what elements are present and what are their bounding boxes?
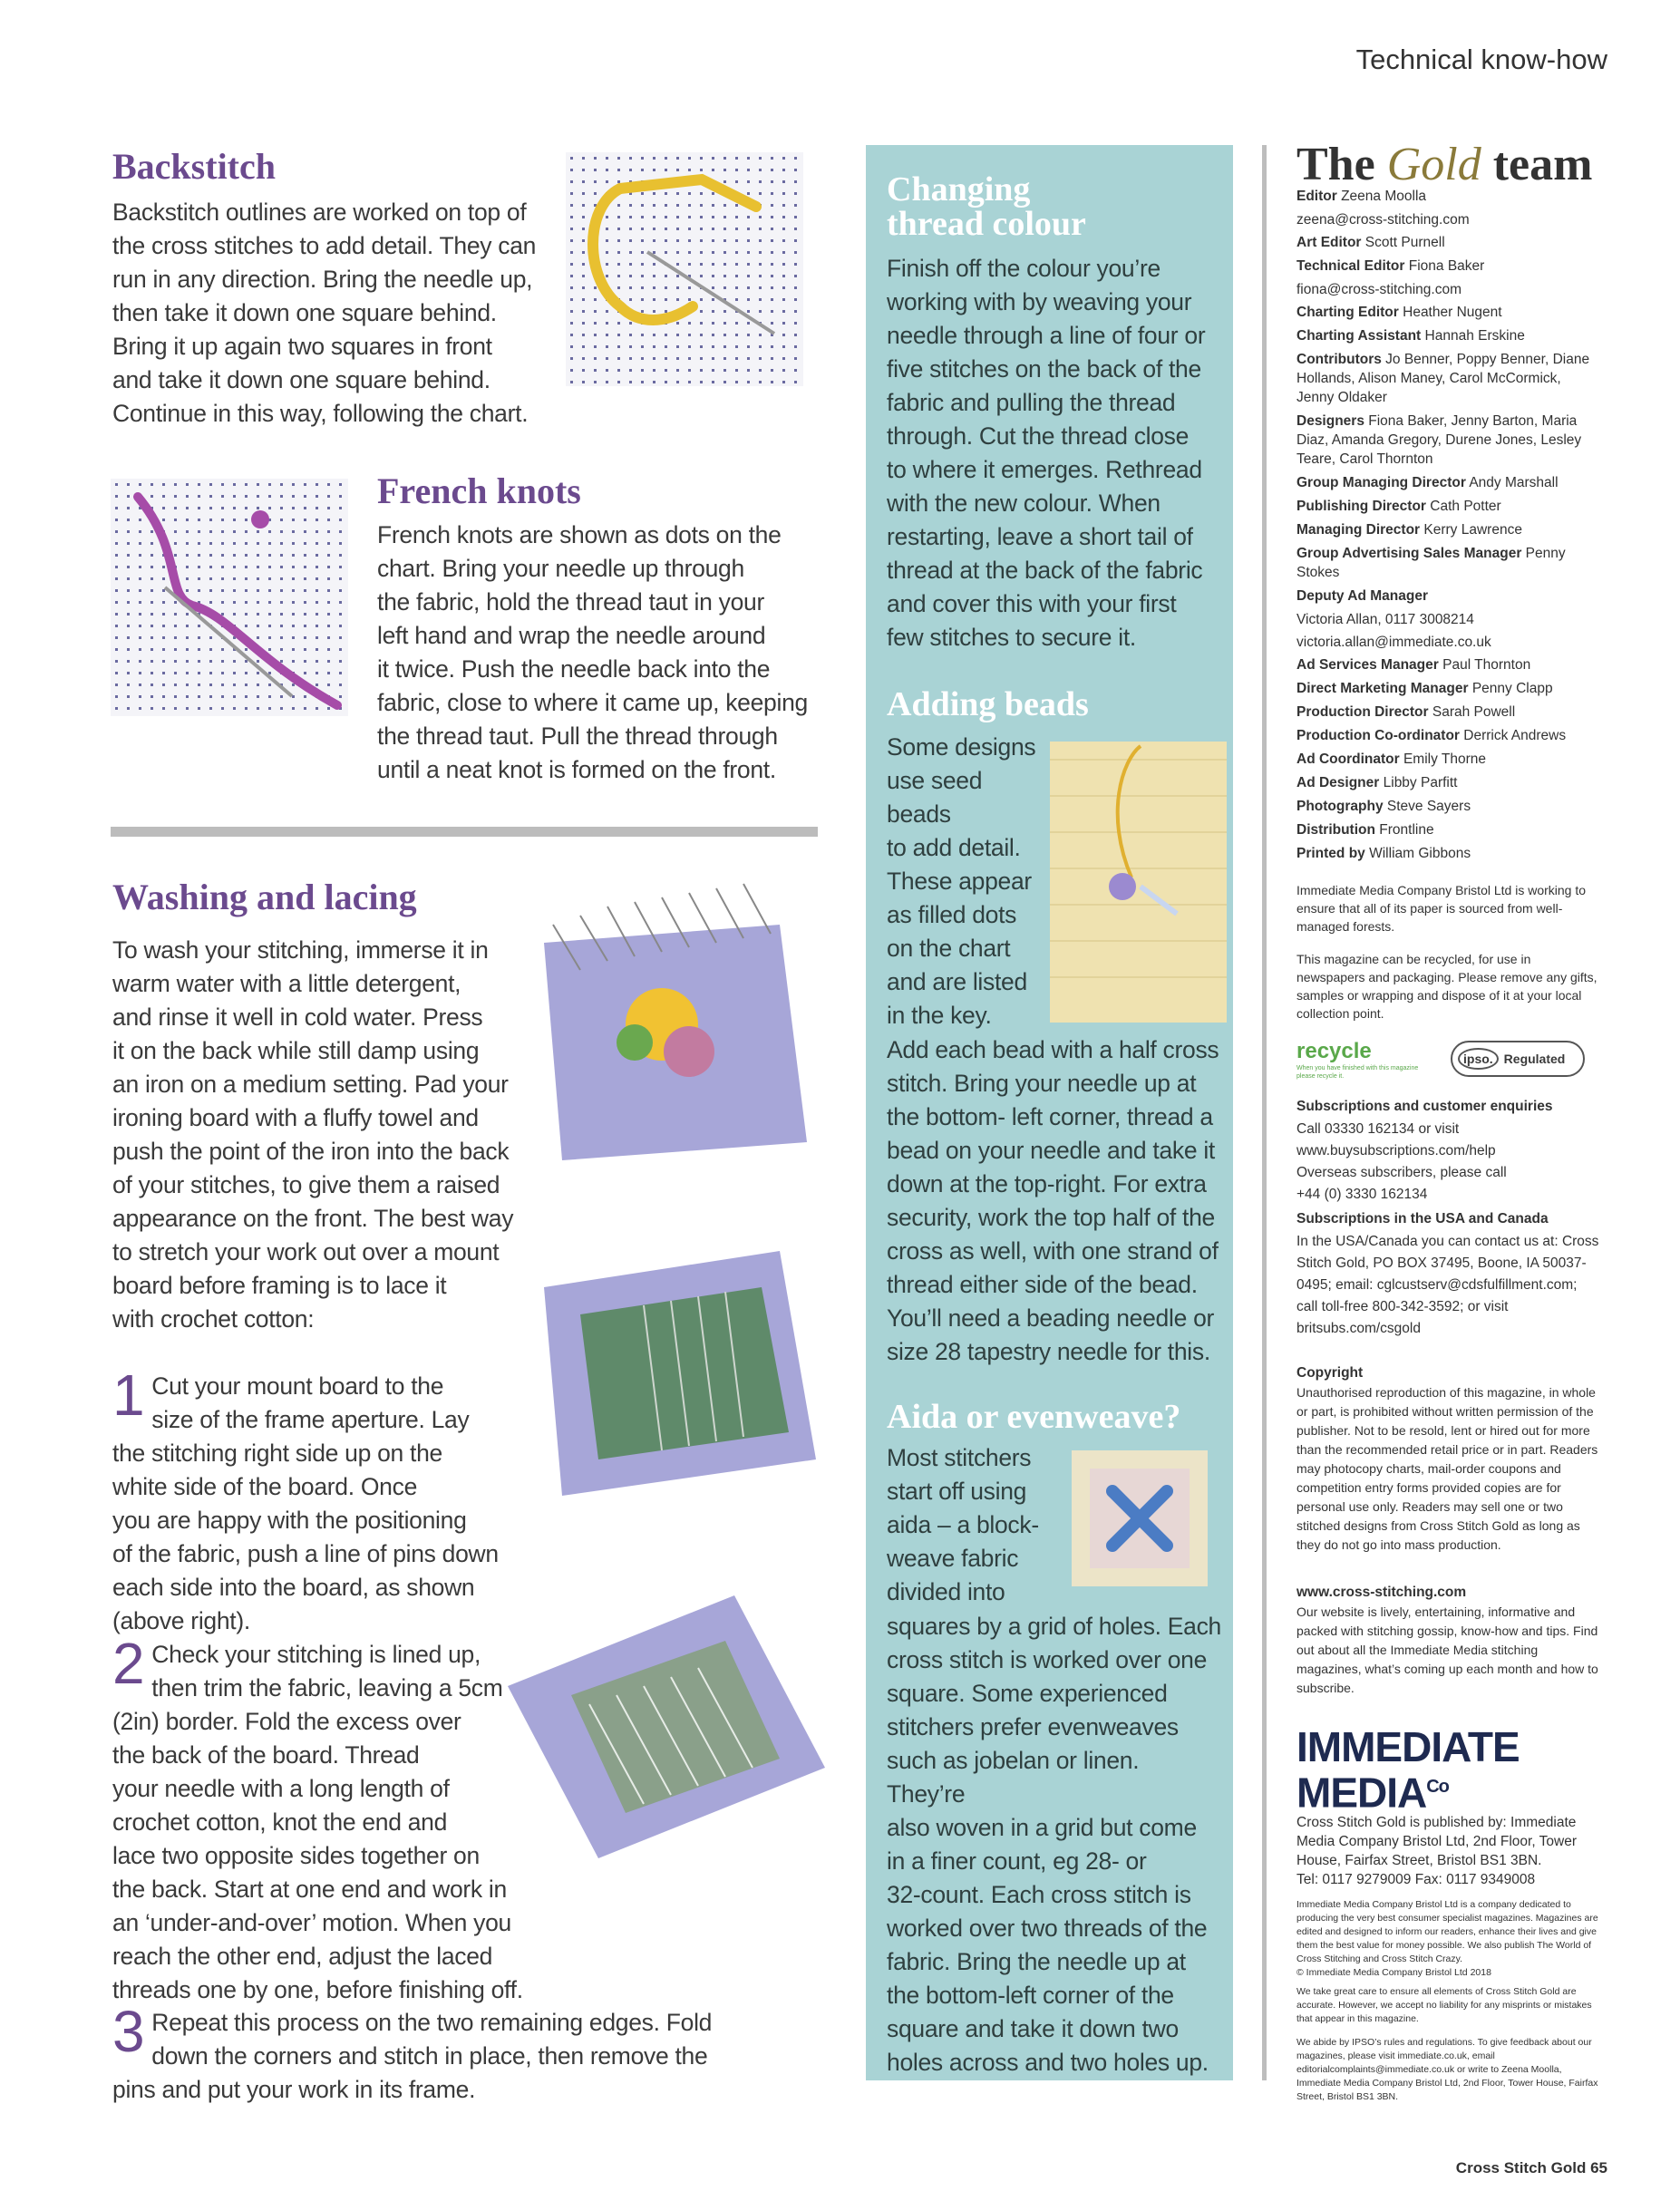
washing-title: Washing and lacing [112,877,417,917]
credit-line [1296,773,1600,792]
credit-role: Art Editor [1296,235,1362,250]
credit-name: Victoria Allan, 0117 3008214 [1296,612,1474,627]
credit-name: zeena@cross-stitching.com [1296,212,1470,228]
credit-name: Zeena Moolla [1341,189,1427,204]
credit-name: Hannah Erskine [1424,328,1525,344]
step-1-text: Cut your mount board to the size of the frame aperture. Lay the stitching right side up on the white side of the board. Once you are happy with the positioning of the fabric, push a line of pins down each side into the board, as shown (above right). [112,1372,499,1634]
credit-name: fiona@cross-stitching.com [1296,282,1462,297]
logo-line-1: IMMEDIATE [1296,1723,1520,1770]
pinned-stitching-illustration [526,870,825,1178]
aida-illustration [1072,1450,1208,1586]
credit-role: Direct Marketing Manager [1296,681,1469,696]
beads-text-b: Add each bead with a half cross stitch. Bring your needle up at the bottom- left corner, thread a bead on your needle and take it down at the top-right. For extra security, work the top half of the cross as well, with one strand of thread either side of the bead. You’ll need a beading needle or size 28 tapestry needle for this. [887,1036,1219,1365]
credit-name: William Gibbons [1369,846,1471,861]
credit-name: victoria.allan@immediate.co.uk [1296,635,1491,650]
laced-board-illustration [508,1215,834,1514]
credit-name: Scott Purnell [1364,235,1445,250]
washing-step-3 [112,1973,747,2107]
credit-role: Publishing Director [1296,499,1426,514]
credit-name: Libby Parfitt [1383,775,1458,790]
section-divider [111,827,818,837]
usa-text: In the USA/Canada you can contact us at: Cross Stitch Gold, PO BOX 37495, Boone, IA 50037-0495; email: cglcustserv@cdsfulfillment.com; call toll-free 800-342-3592; or visit britsubs.com/csgold [1296,1234,1599,1336]
ipso-label: Regulated [1503,1052,1566,1066]
french-knots-text: French knots are shown as dots on the chart. Bring your needle up through the fabric, hold the thread taut in your left hand and wrap the needle around it twice. Push the needle back into the fabric, close to where it came up, keeping the thread taut. Pull the thread through until a neat knot is formed on the front. [377,521,808,783]
credit-role: Ad Designer [1296,775,1380,790]
changing-title: Changing thread colour [887,170,1086,243]
credit-name: Heather Nugent [1403,305,1502,320]
credit-name: Fiona Baker, Jenny Barton, Maria Diaz, Amanda Gregory, Durene Jones, Lesley Teare, Carol Thornton [1296,413,1582,467]
credit-name: Paul Thornton [1442,657,1531,673]
credit-name: Fiona Baker [1408,258,1485,274]
subs-text: Call 03330 162134 or visit www.buysubscriptions.com/help Overseas subscribers, please call +44 (0) 3330 162134 [1296,1121,1507,1202]
credit-role: Managing Director [1296,522,1421,538]
credit-name: Andy Marshall [1469,475,1559,490]
fine-print-2: We take great care to ensure all elements of Cross Stitch Gold are accurate. However, we accept no liability for any misprints or mistakes that appear in this magazine. [1296,1986,1592,2024]
washing-intro: To wash your stitching, immerse it in warm water with a little detergent, and rinse it well in cold water. Press it on the back while still damp using an iron on a medium setting. Pad your ironing board with a fluffy towel and push the point of the iron into the back of your stitches, to give them a raised appearance on the front. The best way to stretch your work out over a mount board before framing is to lace it with crochet cotton: [112,936,514,1333]
immediate-media-logo [1296,1723,1520,1817]
fine-print-3: We abide by IPSO’s rules and regulations. To give feedback about our magazines, please visit immediate.co.uk, email editorialcomplaints@immediate.co.uk or write to Zeena Moolla, Immediate Media Company Bristol Ltd, 2nd Floor, Tower House, Fairfax Street, Bristol BS1 3BN. [1296,2037,1598,2102]
website-text: Our website is lively, entertaining, informative and packed with stitching gossip, know-how and tips. Find out about all the Immediate Media stitching magazines, what’s coming up each month and how to subscribe. [1296,1604,1598,1695]
team-title-the: The [1296,139,1375,190]
credit-role: Technical Editor [1296,258,1405,274]
credit-name: Derrick Andrews [1463,728,1567,743]
credit-role: Group Managing Director [1296,475,1466,490]
credit-name: Kerry Lawrence [1423,522,1522,538]
credit-role: Group Advertising Sales Manager [1296,546,1522,561]
credits-rule [1262,145,1267,2080]
beads-illustration [1050,742,1227,1023]
credit-name: Steve Sayers [1386,799,1471,814]
aida-text-b: squares by a grid of holes. Each cross stitch is worked over one square. Some experienced stitchers prefer evenweaves such as jobelan or linen. They’re also woven in a grid but come in a finer count, eg 28- or 32-count. Each cross stitch is worked over two threads of the fabric. Bring the needle up at the bottom-left corner of the square and take it down two holes across and two holes up. [887,1613,1221,2076]
credit-line [1296,797,1600,816]
step-1-number: 1 [112,1362,145,1428]
credit-line [1296,679,1600,698]
credit-line [1296,703,1600,722]
credit-role: Designers [1296,413,1364,429]
ipso-logo: ipso. [1458,1048,1499,1070]
credit-name: Sarah Powell [1432,704,1516,720]
usa-title: Subscriptions in the USA and Canada [1296,1211,1549,1226]
fine-print-1: Immediate Media Company Bristol Ltd is a company dedicated to producing the very best consumer specialist magazines. Magazines are edited and designed to inform our readers, enhance their lives and give them the best value for money possible. We also publish The World of Cross Stitching and Cross Stitch Crazy. © Immediate Media Company Bristol Ltd 2018 [1296,1899,1598,1978]
subs-title: Subscriptions and customer enquiries [1296,1099,1553,1114]
credit-line [1296,587,1600,606]
credit-line [1296,750,1600,769]
team-title-team: team [1492,139,1593,190]
section-header: Technical know-how [1355,44,1607,75]
credit-role: Photography [1296,799,1384,814]
copyright-title: Copyright [1296,1365,1364,1381]
credit-line [1296,280,1600,299]
backstitch-text: Backstitch outlines are worked on top of the cross stitches to add detail. They can run in any direction. Bring the needle up, then take it down one square behind. Bring it up again two squares in front and take it down one square behind. Continue in this way, following the chart. [112,199,537,427]
credit-line [1296,633,1600,652]
french-knots-title: French knots [377,470,581,511]
credit-line [1296,655,1600,674]
forests-note: Immediate Media Company Bristol Ltd is working to ensure that all of its paper is sourced from well-managed forests. [1296,883,1587,934]
backstitch-title: Backstitch [112,146,276,187]
credit-line [1296,820,1600,839]
credit-role: Charting Assistant [1296,328,1422,344]
aida-text-a: Most stitchers start off using aida – a block- weave fabric divided into [887,1444,1039,1605]
ipso-badge [1451,1041,1585,1077]
credit-line [1296,473,1600,492]
aida-title: Aida or evenweave? [887,1398,1181,1436]
credit-role: Deputy Ad Manager [1296,588,1428,604]
credit-role: Ad Coordinator [1296,751,1400,767]
french-knot-illustration [111,479,348,716]
step-3-number: 3 [112,1999,145,2064]
washing-step-1 [112,1336,548,1638]
laced-back-illustration [499,1577,843,1867]
beads-text-a: Some designs use seed beads to add detail. These appear as filled dots on the chart and are listed in the key. [887,733,1036,1029]
step-2-text: Check your stitching is lined up, then trim the fabric, leaving a 5cm (2in) border. Fold the excess over the back of the board. Thread your needle with a long length of crochet cotton, knot the end and lace two opposite sides together on the back. Start at one end and work in an ‘under-and-over’ motion. When you reach the other end, adjust the laced threads one by one, before finishing off. [112,1641,523,2003]
credit-name: Cath Potter [1430,499,1501,514]
copyright-text: Unauthorised reproduction of this magazine, in whole or part, is prohibited without written permission of the publisher. Not to be resold, lent or hired out for more than the recommended retail price or in part. Readers may photocopy charts, mail-order coupons and competition entry forms provided copies are for personal use only. Readers may sell one or two stitched designs from Cross Stitch Gold as long as they do not go into mass production. [1296,1385,1598,1552]
backstitch-illustration [566,152,803,386]
website-title: www.cross-stitching.com [1296,1585,1467,1600]
publisher-info: Cross Stitch Gold is published by: Immediate Media Company Bristol Ltd, 2nd Floor, Tower House, Fairfax Street, Bristol BS1 3BN. Tel: 0117 9279009 Fax: 0117 9349008 [1296,1815,1578,1887]
credit-name: Jo Benner, Poppy Benner, Diane Hollands, Alison Maney, Carol McCormick, Jenny Oldaker [1296,352,1590,405]
beads-title: Adding beads [887,685,1089,723]
credit-role: Charting Editor [1296,305,1399,320]
credit-role: Contributors [1296,352,1382,367]
credit-role: Production Co-ordinator [1296,728,1460,743]
logo-co: Co [1426,1777,1449,1797]
credit-line [1296,210,1600,229]
recycle-logo [1296,1039,1423,1082]
logo-line-2: MEDIA [1296,1769,1427,1817]
credit-line [1296,326,1600,345]
credit-role: Production Director [1296,704,1429,720]
credit-role: Editor [1296,189,1337,204]
credit-name: Emily Thorne [1403,751,1486,767]
credit-name: Penny Stokes [1296,546,1566,580]
page-folio: Cross Stitch Gold 65 [1455,2159,1607,2176]
credit-line [1296,233,1600,252]
credit-line [1296,726,1600,745]
team-title-gold: Gold [1386,139,1481,190]
credit-line [1296,610,1600,629]
credits-list [1296,187,1600,868]
credit-line [1296,544,1600,582]
credit-line [1296,412,1600,469]
washing-step-2 [112,1604,548,2007]
credit-role: Printed by [1296,846,1365,861]
credit-name: Penny Clapp [1471,681,1553,696]
recycle-note: This magazine can be recycled, for use in newspapers and packaging. Please remove any gifts, samples or wrapping and dispose of it at your local collection point. [1296,952,1597,1021]
recycle-logo-text: recycle [1296,1039,1372,1063]
credit-line [1296,187,1600,206]
step-2-number: 2 [112,1631,145,1696]
team-title [1296,138,1592,191]
changing-text: Finish off the colour you’re working with by weaving your needle through a line of four or five stitches on the back of the fabric and pulling the thread through. Cut the thread close to where it emerges. Rethread with the new colour. When restarting, leave a short tail of thread at the back of the fabric and cover this with your first few stitches to secure it. [887,255,1206,651]
recycle-logo-sub: When you have finished with this magazine please recycle it. [1296,1065,1419,1080]
credit-line [1296,844,1600,863]
credit-name: Frontline [1379,822,1434,838]
credit-line [1296,350,1600,407]
step-3-text: Repeat this process on the two remaining edges. Fold down the corners and stitch in place, then remove the pins and put your work in its frame. [112,2009,713,2103]
credit-role: Distribution [1296,822,1375,838]
credit-line [1296,257,1600,276]
credit-line [1296,520,1600,539]
credit-line [1296,303,1600,322]
credit-role: Ad Services Manager [1296,657,1439,673]
credit-line [1296,497,1600,516]
